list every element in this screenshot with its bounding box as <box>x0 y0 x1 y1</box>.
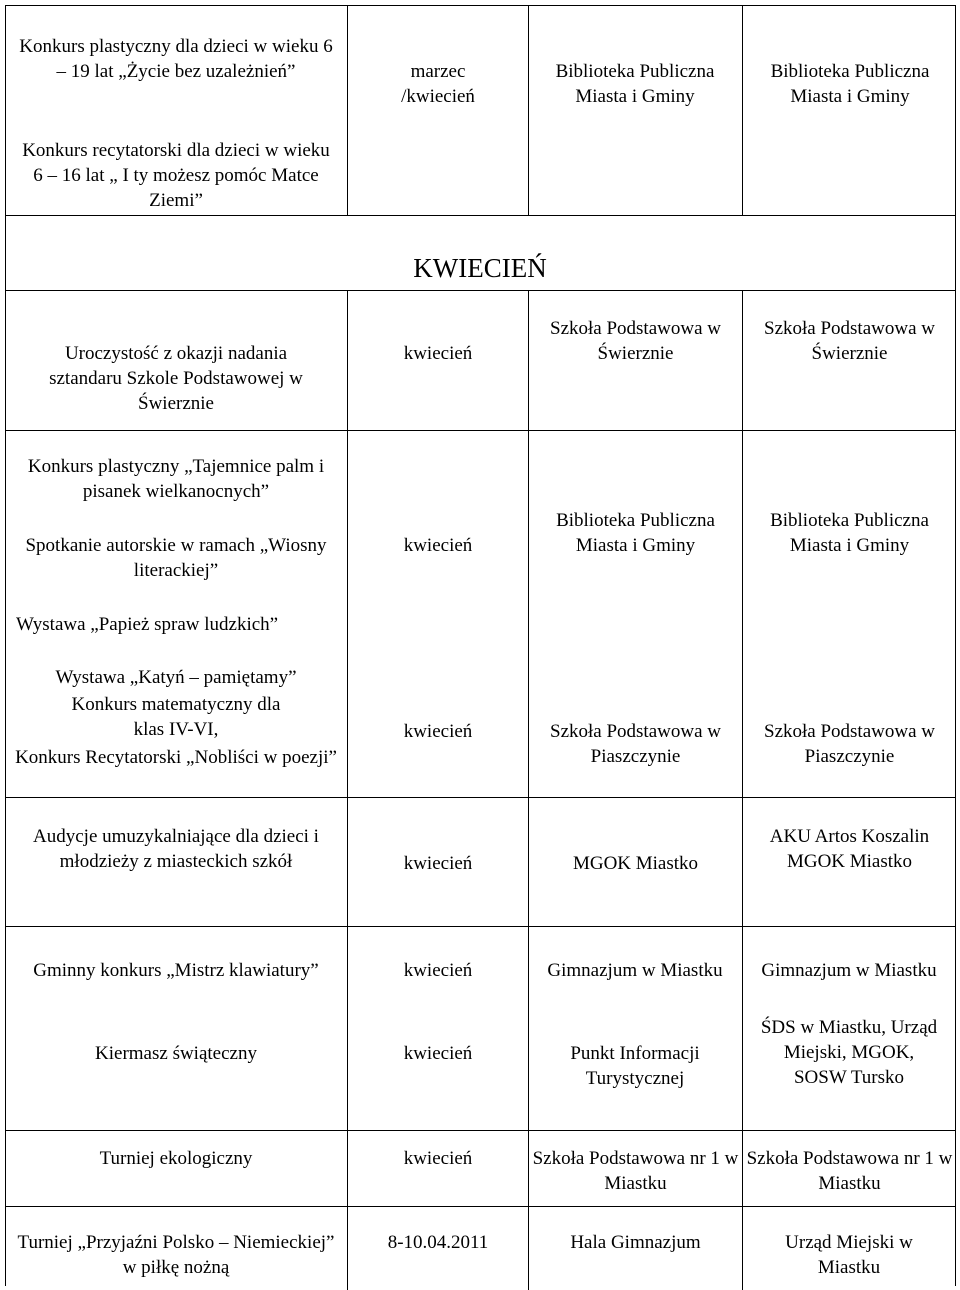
organizer-cell: Urząd Miejski w Miastku <box>785 1232 913 1278</box>
event-cell: Konkurs matematyczny dla klas IV-VI, <box>71 694 281 740</box>
date-cell: kwiecień <box>403 853 473 874</box>
date-cell: kwiecień <box>403 535 473 556</box>
month-heading: KWIECIEŃ <box>413 253 547 283</box>
venue-cell: Szkoła Podstawowa w Piaszczynie <box>550 721 721 767</box>
row-divider <box>5 430 955 431</box>
event-cell: Wystawa „Katyń – pamiętamy” <box>55 667 297 688</box>
venue-cell: Punkt Informacji Turystycznej <box>570 1043 700 1089</box>
organizer-cell: Szkoła Podstawowa w Piaszczynie <box>764 721 935 767</box>
venue-cell: Biblioteka Publiczna Miasta i Gminy <box>555 61 715 107</box>
column-divider <box>528 290 529 1290</box>
column-divider <box>742 5 743 215</box>
venue-cell: Gimnazjum w Miastku <box>547 960 723 981</box>
venue-cell: Szkoła Podstawowa w Świerznie <box>550 318 721 364</box>
row-divider <box>5 797 955 798</box>
table-border-right <box>955 5 956 1286</box>
row-divider <box>5 215 955 216</box>
column-divider <box>742 290 743 1290</box>
event-cell: Wystawa „Papież spraw ludzkich” <box>16 614 279 635</box>
date-cell: marzec /kwiecień <box>401 61 475 107</box>
organizer-cell: Biblioteka Publiczna Miasta i Gminy <box>770 510 929 556</box>
date-cell: kwiecień <box>403 1043 473 1064</box>
date-cell: 8-10.04.2011 <box>387 1232 489 1253</box>
event-cell: Konkurs recytatorski dla dzieci w wieku 6 – 16 lat „ I ty możesz pomóc Matce Ziemi” <box>22 140 330 211</box>
table-border-left <box>5 5 6 1286</box>
event-cell: Turniej „Przyjaźni Polsko – Niemieckiej” w piłkę nożną <box>17 1232 335 1278</box>
row-divider <box>5 290 955 291</box>
table-border-top <box>5 5 955 6</box>
date-cell: kwiecień <box>403 721 473 742</box>
event-cell: Kiermasz świąteczny <box>95 1043 257 1064</box>
organizer-cell: Szkoła Podstawowa nr 1 w Miastku <box>746 1148 953 1194</box>
date-cell: kwiecień <box>403 960 473 981</box>
event-cell: Gminny konkurs „Mistrz klawiatury” <box>33 960 319 981</box>
event-cell: Uroczystość z okazji nadania sztandaru Szkole Podstawowej w Świerznie <box>49 343 303 414</box>
row-divider <box>5 1130 955 1131</box>
venue-cell: Hala Gimnazjum <box>570 1232 701 1253</box>
venue-cell: Biblioteka Publiczna Miasta i Gminy <box>556 510 715 556</box>
column-divider <box>528 5 529 215</box>
event-cell: Turniej ekologiczny <box>99 1148 253 1169</box>
organizer-cell: Biblioteka Publiczna Miasta i Gminy <box>770 61 930 107</box>
event-cell: Spotkanie autorskie w ramach „Wiosny literackiej” <box>25 535 327 581</box>
column-divider <box>347 290 348 1290</box>
row-divider <box>5 1206 955 1207</box>
venue-cell: Szkoła Podstawowa nr 1 w Miastku <box>532 1148 739 1194</box>
event-cell: Konkurs plastyczny „Tajemnice palm i pisanek wielkanocnych” <box>27 456 325 502</box>
row-divider <box>5 926 955 927</box>
venue-cell: MGOK Miastko <box>572 853 699 874</box>
organizer-cell: Gimnazjum w Miastku <box>761 960 937 981</box>
column-divider <box>347 5 348 215</box>
event-cell: Konkurs Recytatorski „Nobliści w poezji” <box>15 747 337 768</box>
date-cell: kwiecień <box>403 343 473 364</box>
event-cell: Konkurs plastyczny dla dzieci w wieku 6 – 19 lat „Życie bez uzależnień” <box>19 36 333 82</box>
date-cell: kwiecień <box>403 1148 473 1169</box>
organizer-cell: Szkoła Podstawowa w Świerznie <box>764 318 935 364</box>
organizer-cell: AKU Artos Koszalin MGOK Miastko <box>769 826 930 872</box>
organizer-cell: ŚDS w Miastku, Urząd Miejski, MGOK, SOSW Tursko <box>760 1017 938 1088</box>
event-cell: Audycje umuzykalniające dla dzieci i młodzieży z miasteckich szkół <box>33 826 319 872</box>
